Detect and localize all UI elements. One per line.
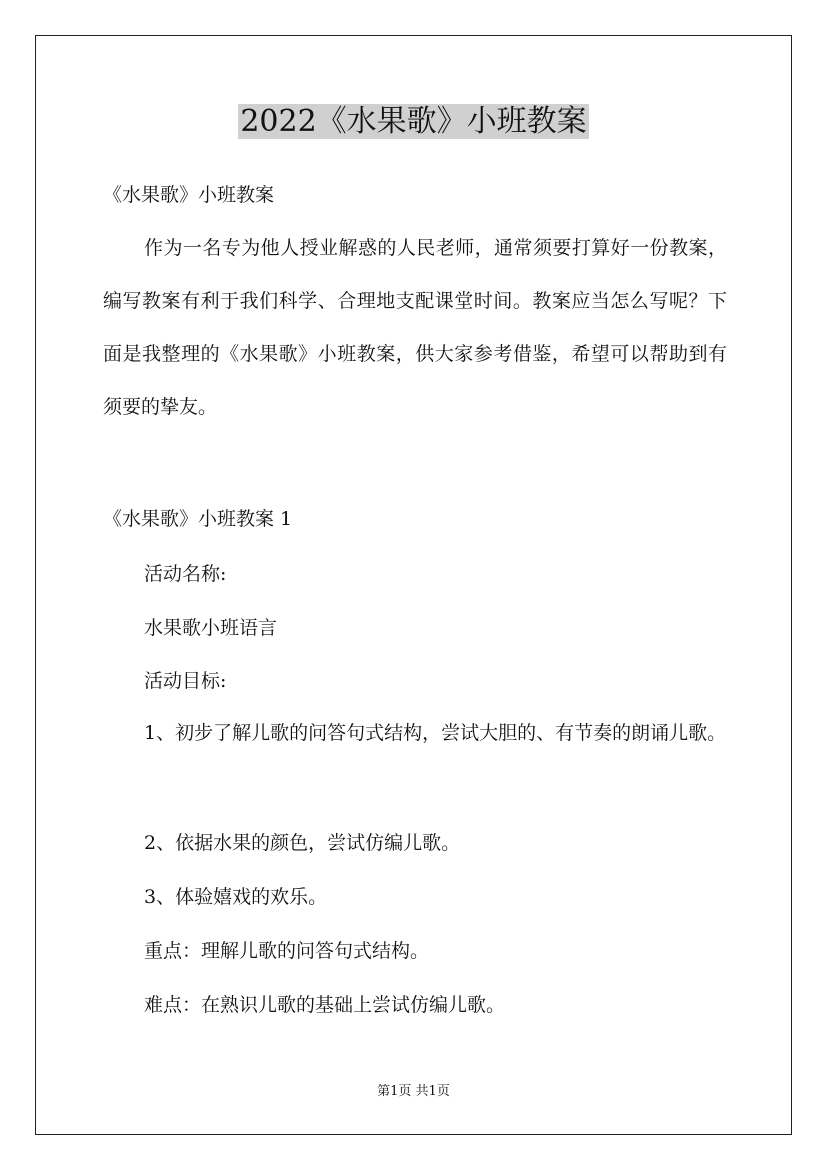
- document-title-text: 2022《水果歌》小班教案: [240, 104, 587, 139]
- document-title: [0, 100, 827, 144]
- activity-name: 水果歌小班语言: [144, 617, 278, 639]
- page-number: 第1页 共1页: [377, 1084, 450, 1099]
- activity-name-label: 活动名称:: [144, 563, 227, 585]
- goal-item-2: 2、依据水果的颜色，尝试仿编儿歌。: [144, 832, 461, 854]
- goals-label: 活动目标:: [144, 670, 227, 692]
- goal-item-3: 3、体验嬉戏的欢乐。: [144, 886, 328, 908]
- page-footer: [0, 1083, 827, 1101]
- section-heading: 《水果歌》小班教案 1: [103, 508, 293, 530]
- goal-item-1: 1、初步了解儿歌的问答句式结构，尝试大胆的、有节奏的朗诵儿歌。: [144, 722, 727, 744]
- intro-heading: 《水果歌》小班教案: [103, 184, 275, 206]
- difficulty-point: 难点：在熟识儿歌的基础上尝试仿编儿歌。: [144, 994, 506, 1016]
- intro-paragraph: 作为一名专为他人授业解惑的人民老师，通常须要打算好一份教案，编写教案有利于我们科学、合理地支配课堂时间。教案应当怎么写呢？下面是我整理的《水果歌》小班教案，供大家参考借鉴，希望可以帮助到有须要的挚友。: [103, 237, 727, 418]
- key-point: 重点：理解儿歌的问答句式结构。: [144, 940, 430, 962]
